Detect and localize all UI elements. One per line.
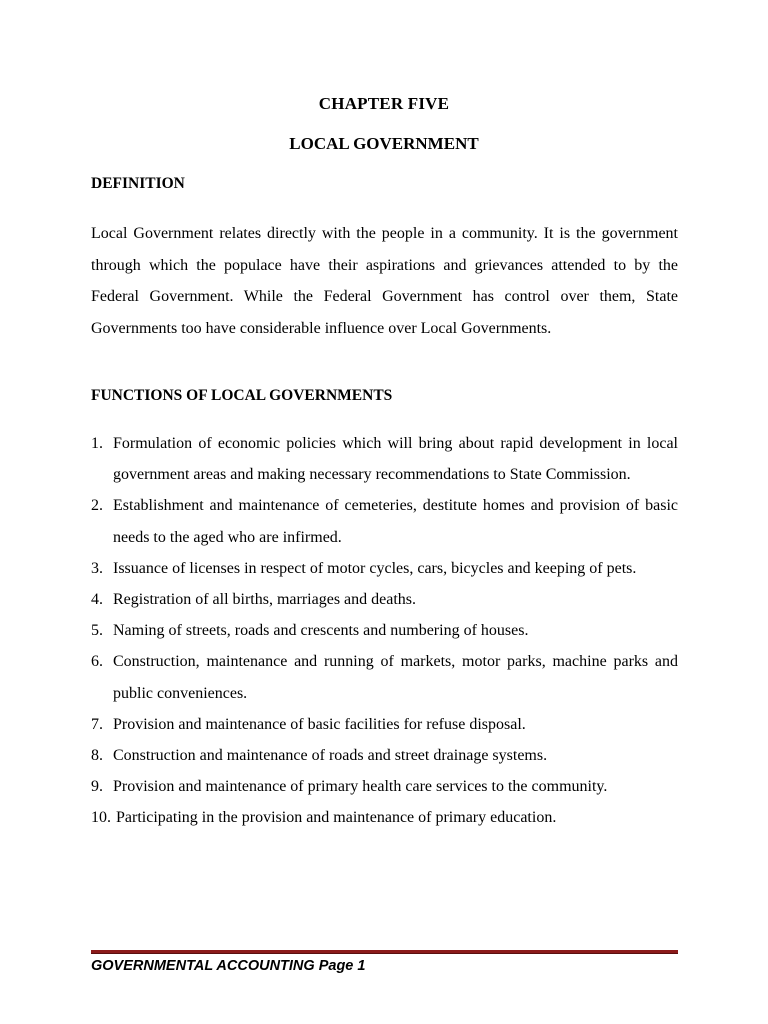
list-item-number: 5. xyxy=(91,622,103,640)
list-item-number: 10. xyxy=(91,809,111,827)
functions-list xyxy=(91,428,678,834)
functions-heading: FUNCTIONS OF LOCAL GOVERNMENTS xyxy=(91,387,393,404)
list-item-text: Issuance of licenses in respect of motor cycles, cars, bicycles and keeping of pets. xyxy=(113,559,637,577)
chapter-title: CHAPTER FIVE xyxy=(318,94,450,113)
list-item xyxy=(91,428,678,490)
list-item-number: 3. xyxy=(91,559,103,577)
definition-paragraph: Local Government relates directly with the people in a community. It is the government through which the populace have their aspirations and grievances attended to by the Federal Government. While the Federal Government has control over them, State Governments too have considerable influence over Local Governments. xyxy=(91,225,678,337)
list-item-number: 2. xyxy=(91,497,103,515)
list-item-text: Registration of all births, marriages and deaths. xyxy=(113,591,417,609)
definition-heading: DEFINITION xyxy=(91,175,185,192)
chapter-subtitle: LOCAL GOVERNMENT xyxy=(289,134,479,153)
list-item xyxy=(91,584,678,615)
list-item-number: 4. xyxy=(91,591,103,609)
list-item-number: 1. xyxy=(91,435,103,452)
list-item-text: Establishment and maintenance of cemeteries, destitute homes and provision of basic needs to the aged who are infirmed. xyxy=(113,497,678,546)
footer-divider xyxy=(91,950,678,954)
list-item xyxy=(91,646,678,708)
list-item-number: 7. xyxy=(91,715,103,733)
list-item xyxy=(91,490,678,552)
list-item-text: Provision and maintenance of basic facilities for refuse disposal. xyxy=(113,715,526,733)
list-item-number: 6. xyxy=(91,653,103,671)
list-item xyxy=(91,709,678,740)
list-item-number: 8. xyxy=(91,747,103,765)
list-item xyxy=(91,553,678,584)
list-item xyxy=(91,615,678,646)
page-footer: GOVERNMENTAL ACCOUNTING Page 1 xyxy=(91,958,366,974)
list-item-text: Naming of streets, roads and crescents and numbering of houses. xyxy=(113,622,529,640)
list-item-text: Construction, maintenance and running of markets, motor parks, machine parks and public conveniences. xyxy=(113,653,678,702)
list-item-text: Participating in the provision and maintenance of primary education. xyxy=(116,809,557,827)
list-item-text: Formulation of economic policies which will bring about rapid development in local government areas and making necessary recommendations to State Commission. xyxy=(113,435,678,484)
list-item xyxy=(91,802,678,833)
list-item-text: Construction and maintenance of roads and street drainage systems. xyxy=(113,747,548,765)
list-item-number: 9. xyxy=(91,778,103,796)
list-item-text: Provision and maintenance of primary health care services to the community. xyxy=(113,778,608,796)
list-item xyxy=(91,771,678,802)
list-item xyxy=(91,740,678,771)
